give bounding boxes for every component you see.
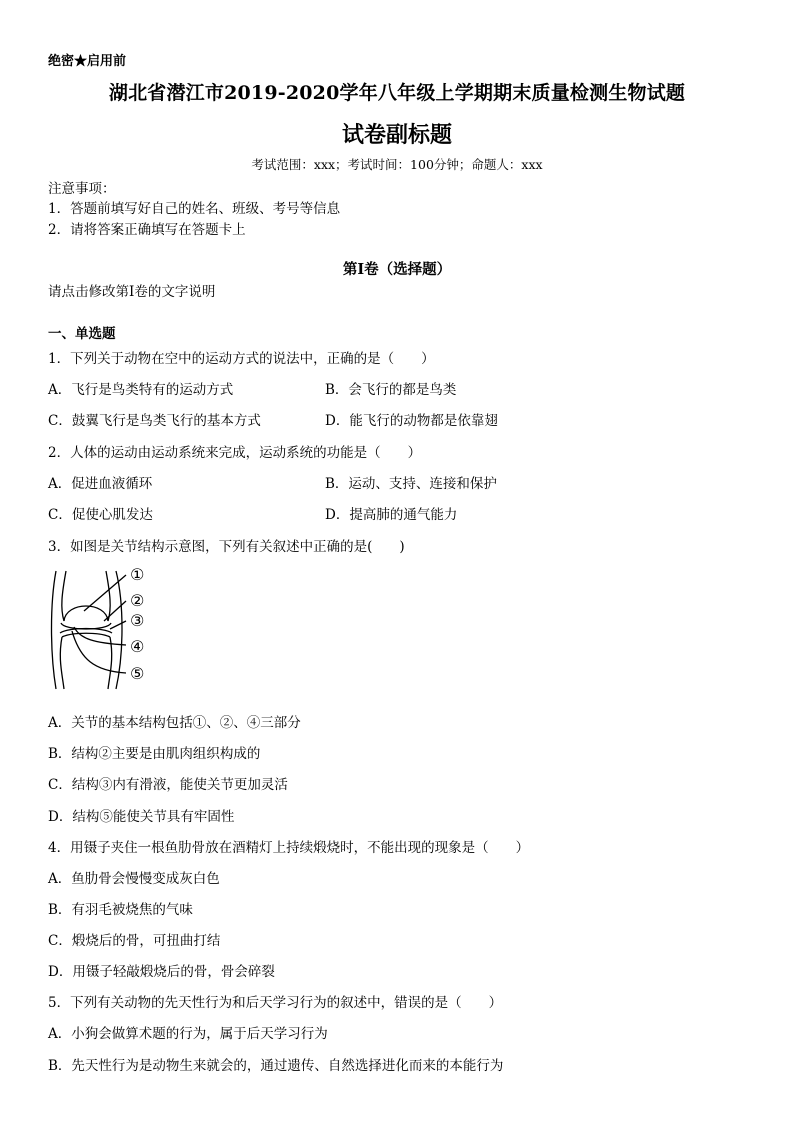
option-c: C．促使心肌发达 (48, 507, 153, 523)
figure-label-5: ⑤ (130, 664, 145, 683)
joint-outline-left (52, 571, 57, 689)
part-heading: 一、单选题 (48, 326, 116, 342)
secret-mark: 绝密★启用前 (48, 54, 127, 69)
option-a: A．小狗会做算术题的行为，属于后天学习行为 (48, 1026, 328, 1042)
option-c: C．煅烧后的骨，可扭曲打结 (48, 933, 221, 949)
lower-bone-right (108, 637, 112, 689)
option-a: A．鱼肋骨会慢慢变成灰白色 (48, 871, 220, 887)
leader-line-5 (72, 631, 126, 673)
joint-head (64, 606, 108, 621)
option-d: D．用镊子轻敲煅烧后的骨，骨会碎裂 (48, 964, 275, 980)
option-a: A．关节的基本结构包括①、②、④三部分 (48, 715, 301, 731)
figure-label-3: ③ (130, 611, 145, 630)
option-b: B．结构②主要是由肌肉组织构成的 (48, 746, 261, 762)
notice-item-2: 2．请将答案正确填写在答题卡上 (48, 222, 246, 238)
option-b: B．有羽毛被烧焦的气味 (48, 902, 193, 918)
notice-item-1: 1．答题前填写好自己的姓名、班级、考号等信息 (48, 201, 341, 217)
lower-bone-left (60, 637, 64, 689)
question-stem: 3．如图是关节结构示意图，下列有关叙述中正确的是( ) (48, 539, 405, 555)
exam-title: 湖北省潜江市2019-2020学年八年级上学期期末质量检测生物试题 (108, 82, 686, 104)
question-stem: 4．用镊子夹住一根鱼肋骨放在酒精灯上持续煅烧时，不能出现的现象是（ ） (48, 840, 530, 856)
leader-line-3 (110, 621, 126, 629)
question-stem: 1．下列关于动物在空中的运动方式的说法中，正确的是（ ） (48, 351, 435, 367)
section-note: 请点击修改第I卷的文字说明 (48, 284, 216, 300)
section-title: 第I卷（选择题） (342, 261, 452, 278)
joint-outline-right (116, 571, 122, 689)
option-d: D．能飞行的动物都是依靠翅 (325, 413, 498, 429)
option-b: B．先天性行为是动物生来就会的，通过遗传、自然选择进化而来的本能行为 (48, 1058, 504, 1074)
option-b: B．运动、支持、连接和保护 (325, 476, 497, 492)
notice-label: 注意事项： (48, 181, 116, 197)
question-stem: 5．下列有关动物的先天性行为和后天学习行为的叙述中，错误的是（ ） (48, 995, 503, 1011)
option-d: D．结构⑤能使关节具有牢固性 (48, 809, 235, 825)
exam-info: 考试范围：xxx；考试时间：100分钟；命题人：xxx (251, 157, 543, 172)
figure-label-2: ② (130, 591, 145, 610)
joint-diagram (44, 563, 164, 695)
option-a: A．促进血液循环 (48, 476, 153, 492)
option-c: C．结构③内有滑液，能使关节更加灵活 (48, 777, 288, 793)
upper-bone-right (106, 571, 110, 621)
option-b: B．会飞行的都是鸟类 (325, 382, 457, 398)
question-stem: 2．人体的运动由运动系统来完成，运动系统的功能是（ ） (48, 445, 422, 461)
exam-subtitle: 试卷副标题 (341, 122, 452, 148)
joint-socket-cartilage (62, 633, 110, 637)
option-c: C．鼓翼飞行是鸟类飞行的基本方式 (48, 413, 261, 429)
option-d: D．提高肺的通气能力 (325, 507, 458, 523)
leader-line-2 (104, 601, 126, 621)
option-a: A．飞行是鸟类特有的运动方式 (48, 382, 234, 398)
figure-label-4: ④ (130, 637, 145, 656)
upper-bone-left (62, 571, 66, 621)
figure-label-1: ① (130, 565, 145, 584)
